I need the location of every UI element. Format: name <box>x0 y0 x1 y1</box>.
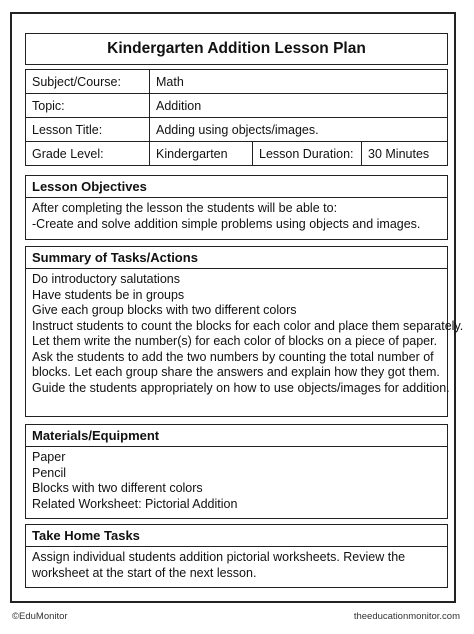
list-item: blocks. Let each group share the answers and explain how they got them. <box>32 365 440 379</box>
take-home-section <box>25 524 448 588</box>
subject-value: Math <box>150 70 448 94</box>
topic-label: Topic: <box>26 94 150 118</box>
list-item: Give each group blocks with two different colors <box>32 303 297 317</box>
lesson-info-table <box>25 69 448 166</box>
table-row <box>26 142 448 166</box>
table-row <box>26 118 448 142</box>
objectives-heading: Lesson Objectives <box>26 176 447 198</box>
grade-value: Kindergarten <box>150 142 253 166</box>
lesson-title-value: Adding using objects/images. <box>150 118 448 142</box>
list-item: -Create and solve addition simple problems using objects and images. <box>32 216 421 231</box>
objectives-body <box>26 198 447 232</box>
take-home-heading: Take Home Tasks <box>26 525 447 547</box>
tasks-body <box>26 269 464 396</box>
table-row <box>26 94 448 118</box>
footer-copyright: ©EduMonitor <box>12 611 68 622</box>
materials-heading: Materials/Equipment <box>26 425 447 447</box>
topic-value: Addition <box>150 94 448 118</box>
table-row <box>26 70 448 94</box>
objectives-section <box>25 175 448 240</box>
list-item: Blocks with two different colors <box>32 481 203 495</box>
list-item: After completing the lesson the students will be able to: <box>32 201 338 215</box>
list-item: Assign individual students addition pictorial worksheets. Review the <box>32 550 406 564</box>
list-item: Pencil <box>32 465 67 480</box>
footer-website: theeducationmonitor.com <box>353 611 460 622</box>
materials-body <box>26 447 447 512</box>
list-item: worksheet at the start of the next lesson. <box>32 565 257 580</box>
page-title: Kindergarten Addition Lesson Plan <box>25 33 448 65</box>
list-item: Guide the students appropriately on how to use objects/images for addition. <box>32 380 450 395</box>
tasks-heading: Summary of Tasks/Actions <box>26 247 447 269</box>
list-item: Related Worksheet: Pictorial Addition <box>32 496 238 511</box>
list-item: Ask the students to add the two numbers by counting the total number of <box>32 349 434 364</box>
tasks-section <box>25 246 464 417</box>
grade-label: Grade Level: <box>26 142 150 166</box>
take-home-body <box>26 547 447 581</box>
duration-label: Lesson Duration: <box>253 142 362 166</box>
list-item: Have students be in groups <box>32 287 185 302</box>
subject-label: Subject/Course: <box>26 70 150 94</box>
lesson-title-label: Lesson Title: <box>26 118 150 142</box>
list-item: Do introductory salutations <box>32 272 180 286</box>
list-item: Paper <box>32 450 66 464</box>
list-item: Instruct students to count the blocks for each color and place them separately. <box>32 318 464 333</box>
list-item: Let them write the number(s) for each color of blocks on a piece of paper. <box>32 334 438 348</box>
materials-section <box>25 424 448 519</box>
duration-value: 30 Minutes <box>362 142 448 166</box>
